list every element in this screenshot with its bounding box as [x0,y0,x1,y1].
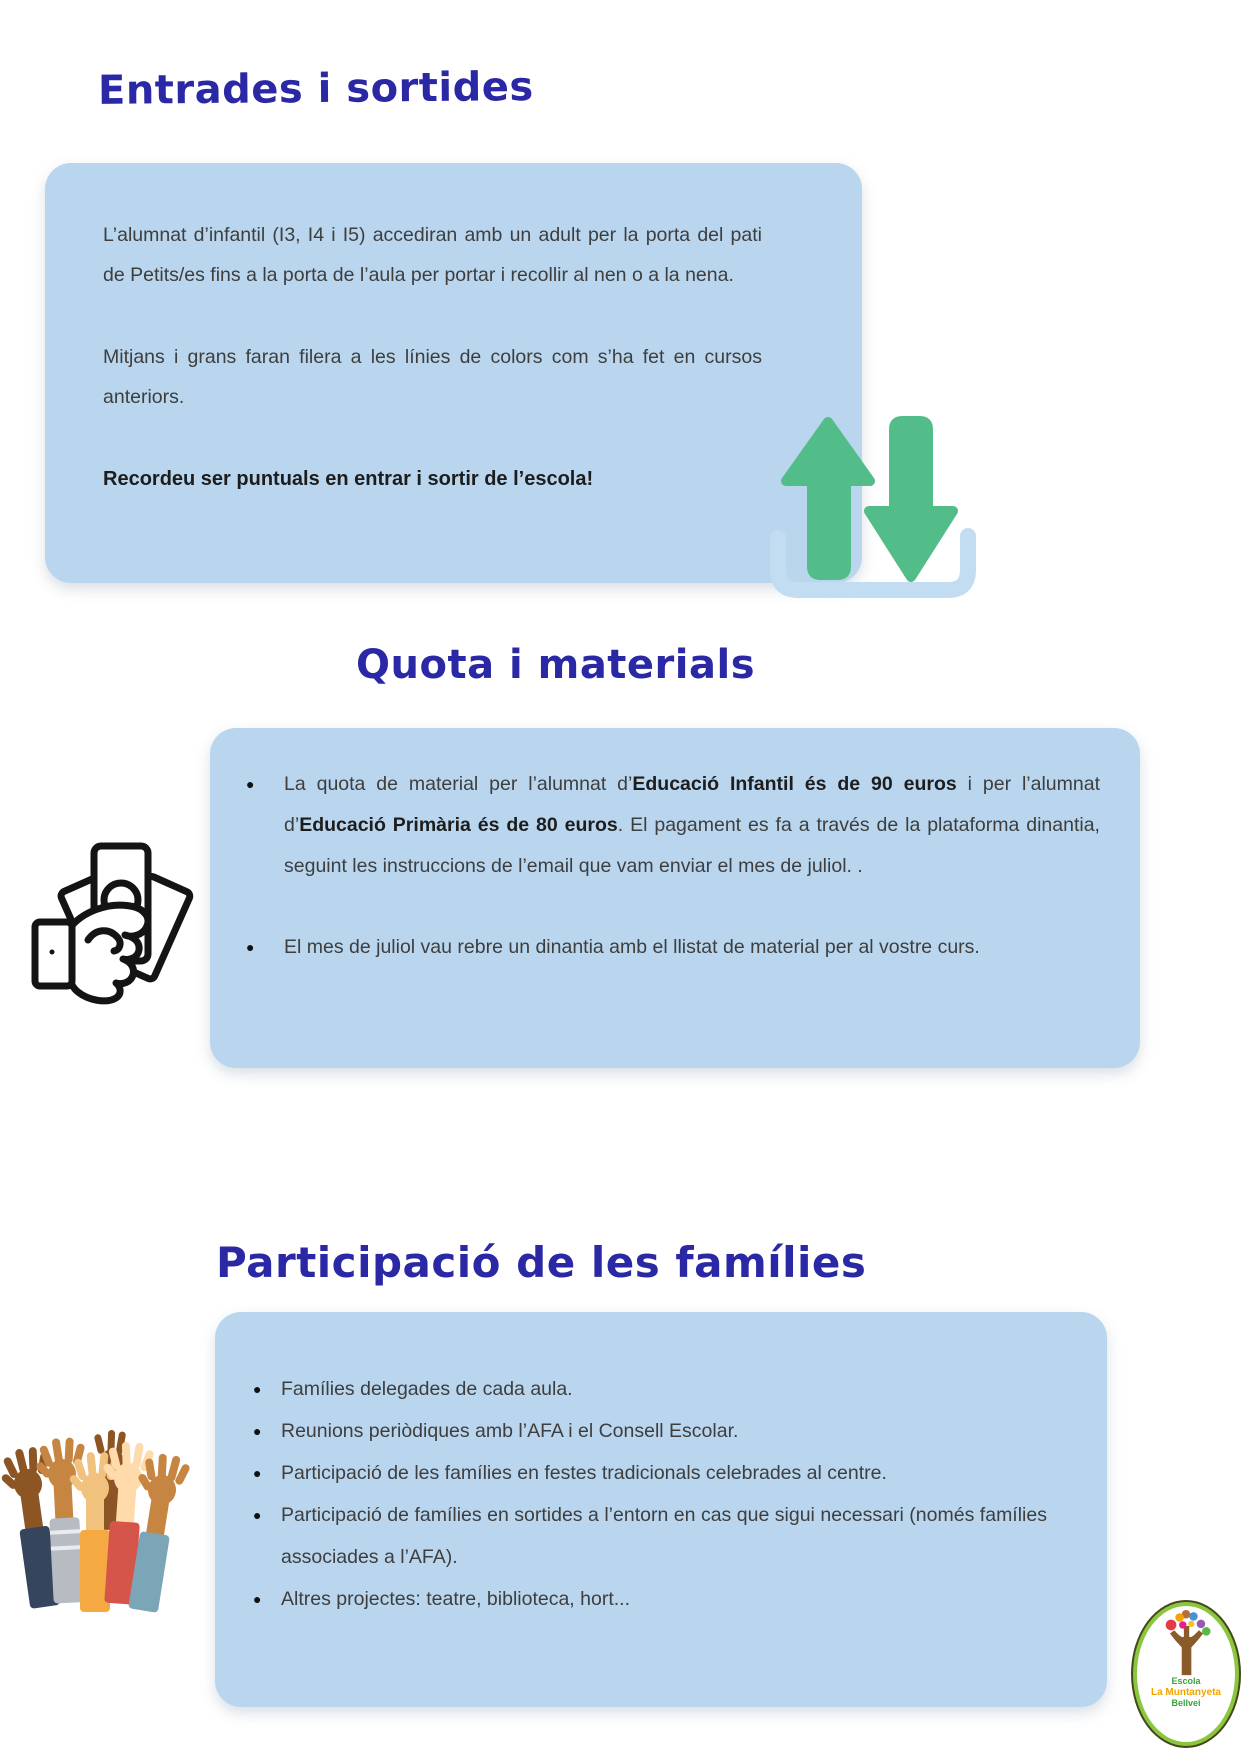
participacio-bullet-1: Famílies delegades de cada aula. [281,1378,573,1400]
bullet-icon: ● [253,1381,262,1397]
quota-bullet-1-text2: i per l’alumnat d’ [284,773,1101,836]
bullet-icon: ● [246,776,255,792]
participacio-card [215,1312,1107,1707]
up-down-arrows-icon [760,408,980,608]
quota-fee-primaria: Educació Primària és de 80 euros [299,814,618,836]
school-logo [1133,1602,1239,1746]
bullet-icon: ● [253,1423,262,1439]
participacio-bullet-3: Participació de les famílies en festes tradicionals celebrades al centre. [281,1462,887,1484]
quota-bullet-1-text: La quota de material per l’alumnat d’ [284,773,633,795]
entrades-note: Recordeu ser puntuals en entrar i sortir de l’escola! [103,468,594,490]
tree-icon [1154,1606,1218,1678]
school-logo-text [1151,1676,1221,1709]
quota-list [238,764,1100,968]
raised-hands-illustration [0,1422,196,1622]
cuff-button [50,950,55,955]
list-item [245,1368,1047,1410]
quota-fee-infantil: Educació Infantil és de 90 euros [632,773,957,795]
page-title-entrades: Entrades i sortides [97,64,534,114]
list-item [245,1452,1047,1494]
page-title-participacio: Participació de les famílies [216,1238,867,1287]
participacio-list [245,1368,1047,1620]
list-item [245,1578,1047,1620]
down-arrow-shape [869,421,953,577]
bullet-icon: ● [253,1465,262,1481]
quota-bullet-1-text3: . El pagament es fa a través de la plataforma dinantia, seguint les instruccions de l’email que vam enviar el mes de juliol. . [284,814,1100,877]
list-item [245,1410,1047,1452]
entrades-card [45,163,862,583]
participacio-bullet-2: Reunions periòdiques amb l’AFA i el Consell Escolar. [281,1420,739,1442]
bullet-icon: ● [253,1591,262,1607]
quota-card [210,728,1140,1068]
bullet-icon: ● [253,1507,262,1523]
list-item [238,927,1100,968]
participacio-bullet-5: Altres projectes: teatre, biblioteca, hort... [281,1588,631,1610]
hand-money-icon [30,838,208,1018]
tray-shape [778,536,968,590]
entrades-paragraph-1: L’alumnat d’infantil (I3, I4 i I5) accediran amb un adult per la porta del pati de Petits/es fins a la porta de l’aula per portar i recollir al nen o a la nena. [103,224,762,286]
logo-line-escola: Escola [1171,1676,1201,1686]
bullet-icon: ● [246,939,255,955]
logo-line-bellvei: Bellvei [1171,1698,1201,1708]
entrades-paragraph-2: Mitjans i grans faran filera a les línies de colors com s’ha fet en cursos anteriors. [103,346,762,408]
participacio-bullet-4: Participació de famílies en sortides a l’entorn en cas que sigui necessari (només famílies associades a l’AFA). [281,1504,1047,1568]
list-item [238,764,1100,887]
fist-shape [70,905,148,1001]
quota-bullet-1 [284,764,1100,887]
page-title-quota: Quota i materials [356,642,756,688]
up-arrow-shape [786,422,870,575]
quota-bullet-2: El mes de juliol vau rebre un dinantia amb el llistat de material per al vostre curs. [284,936,980,958]
list-item [245,1494,1047,1578]
logo-line-muntanyeta: La Muntanyeta [1150,1687,1221,1698]
